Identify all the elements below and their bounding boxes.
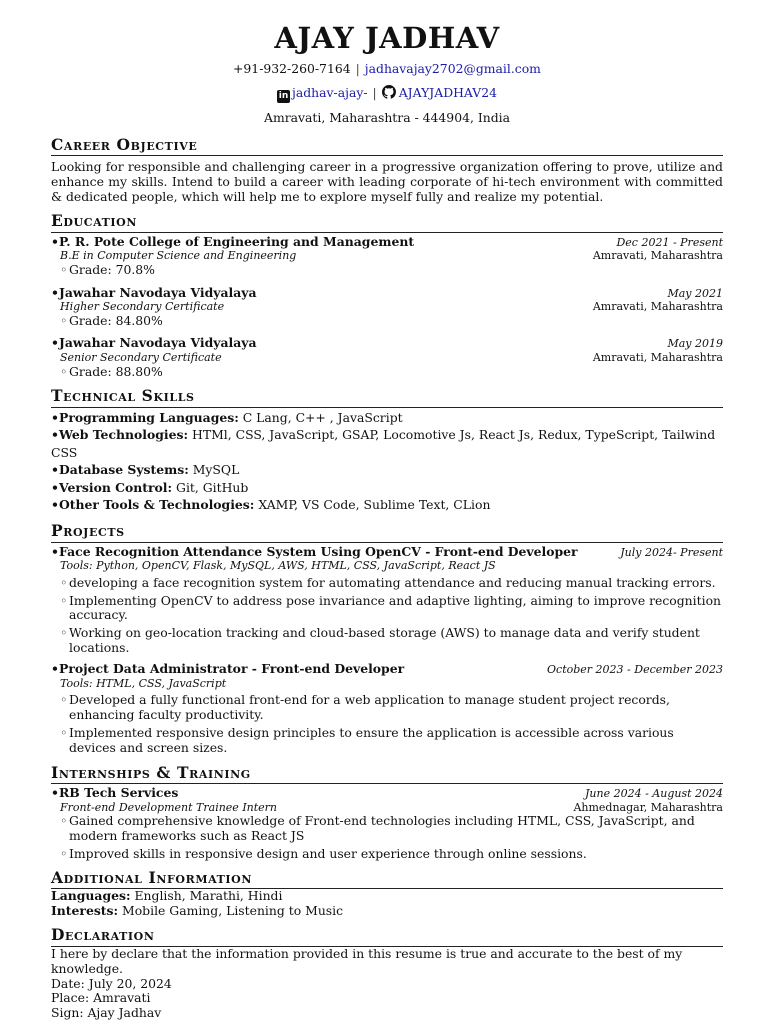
skill-label: Database Systems: (59, 462, 189, 478)
internship-point: ◦ Improved skills in responsive design and user experience through online sessions. (51, 847, 723, 862)
skill-label: Other Tools & Technologies: (59, 497, 255, 513)
skill-item (51, 426, 723, 461)
additional-section (51, 869, 723, 919)
objective-text: Looking for responsible and challenging career in a progressive organization offering to prove, utilize and enhance my skills. Intend to build a career with leading corporate of hi-tech environment with committed & dedicated people, which will help me to explore myself fully and realize my potential. (51, 159, 723, 205)
skill-label: Programming Languages: (59, 409, 239, 425)
section-title: Career Objective (51, 136, 723, 157)
career-objective-section (51, 136, 723, 205)
section-title: Internships & Training (51, 764, 723, 785)
company-name: • RB Tech Services (51, 786, 178, 801)
school-name: • P. R. Pote College of Engineering and Management (51, 235, 414, 250)
skill-item (51, 409, 723, 427)
address: Amravati, Maharashtra - 444904, India (264, 109, 510, 125)
degree: B.E in Computer Science and Engineering (60, 249, 297, 263)
interests-line (51, 904, 723, 919)
school-name: • Jawahar Navodaya Vidyalaya (51, 336, 256, 351)
projects-section (51, 522, 723, 756)
education-item (51, 286, 723, 329)
degree: Higher Secondary Certificate (60, 300, 225, 314)
linkedin-icon: in (278, 90, 289, 101)
grade: ◦ Grade: 84.80% (51, 314, 723, 329)
section-title: Additional Information (51, 869, 723, 890)
project-point: ◦ Implementing OpenCV to address pose invariance and adaptive lighting, aiming to improve recognition accuracy. (51, 594, 723, 624)
education-section (51, 212, 723, 379)
location: Amravati, Maharashtra (592, 300, 723, 314)
contact-line (51, 62, 723, 77)
section-title: Technical Skills (51, 387, 723, 408)
declaration-sign: Sign: Ajay Jadhav (51, 1005, 162, 1021)
languages-line (51, 889, 723, 904)
project-point: ◦ Implemented responsive design principles to ensure the application is accessible across various devices and screen sizes. (51, 726, 723, 756)
section-title: Projects (51, 522, 723, 543)
skill-label: Version Control: (59, 479, 173, 495)
section-title: Education (51, 212, 723, 233)
date: July 2024- Present (620, 545, 723, 559)
github-icon (382, 85, 396, 99)
resume-page (51, 20, 723, 1021)
role: Front-end Development Trainee Intern (60, 801, 278, 815)
grade: ◦ Grade: 70.8% (51, 263, 723, 278)
phone-number: +91-932-260-7164 (233, 61, 351, 76)
location: Ahmednagar, Maharashtra (573, 801, 723, 815)
date: May 2019 (667, 337, 723, 351)
separator: | (372, 84, 377, 100)
date: October 2023 - December 2023 (547, 663, 723, 676)
social-line (51, 85, 723, 103)
location: Amravati, Maharashtra (592, 249, 723, 263)
skill-item (51, 479, 723, 497)
internship-item (51, 786, 723, 862)
date: Dec 2021 - Present (616, 235, 723, 249)
email-link[interactable]: jadhavajay2702@gmail.com (364, 61, 541, 76)
project-name: • Face Recognition Attendance System Using OpenCV - Front-end Developer (51, 545, 578, 560)
school-name: • Jawahar Navodaya Vidyalaya (51, 286, 256, 301)
declaration-text: I here by declare that the information provided in this resume is true and accurate to the best of my knowledge. (51, 945, 683, 976)
degree: Senior Secondary Certificate (60, 351, 222, 365)
skill-value: MySQL (192, 462, 240, 478)
section-title: Declaration (51, 926, 723, 947)
interests-value: Mobile Gaming, Listening to Music (122, 903, 344, 919)
declaration-section (51, 926, 723, 1021)
declaration-date: Date: July 20, 2024 (51, 975, 172, 991)
location: Amravati, Maharashtra (592, 351, 723, 365)
skill-item (51, 496, 723, 514)
project-point: ◦ developing a face recognition system for automating attendance and reducing manual tracking errors. (51, 576, 723, 591)
education-item (51, 235, 723, 278)
linkedin-link[interactable]: jadhav-ajay- (292, 84, 368, 100)
skill-value: XAMP, VS Code, Sublime Text, CLion (258, 497, 491, 513)
skill-value: HTMl, CSS, JavaScript, GSAP, Locomotive Js, React Js, Redux, TypeScript, Tailwind CSS (51, 427, 716, 460)
internship-point: ◦ Gained comprehensive knowledge of Front-end technologies including HTML, CSS, JavaScript, and modern frameworks such as React JS (51, 814, 723, 844)
skill-label: Web Technologies: (59, 427, 189, 443)
candidate-name: AJAY JADHAV (274, 21, 500, 55)
skill-item (51, 461, 723, 479)
interests-label: Interests: (51, 903, 119, 919)
date: May 2021 (667, 286, 723, 300)
project-tools: Tools: HTML, CSS, JavaScript (60, 676, 227, 690)
languages-label: Languages: (51, 888, 131, 904)
declaration-place: Place: Amravati (51, 990, 151, 1006)
education-item (51, 336, 723, 379)
project-item (51, 545, 723, 656)
project-item (51, 662, 723, 756)
project-tools: Tools: Python, OpenCV, Flask, MySQL, AWS, HTML, CSS, JavaScript, React JS (60, 559, 496, 573)
project-point: ◦ Developed a fully functional front-end for a web application to manage student project records, enhancing faculty productivity. (51, 693, 723, 723)
separator: | (355, 61, 360, 76)
project-point: ◦ Working on geo-location tracking and cloud-based storage (AWS) to manage data and verify student locations. (51, 626, 723, 656)
project-name: • Project Data Administrator - Front-end Developer (51, 662, 404, 677)
skill-value: C Lang, C++ , JavaScript (242, 409, 403, 425)
github-link[interactable]: AJAYJADHAV24 (398, 84, 497, 100)
date: June 2024 - August 2024 (585, 787, 723, 801)
skills-section (51, 387, 723, 514)
languages-value: English, Marathi, Hindi (134, 888, 283, 904)
skill-value: Git, GitHub (176, 479, 249, 495)
resume-header (51, 20, 723, 126)
internships-section (51, 764, 723, 862)
grade: ◦ Grade: 88.80% (51, 365, 723, 380)
